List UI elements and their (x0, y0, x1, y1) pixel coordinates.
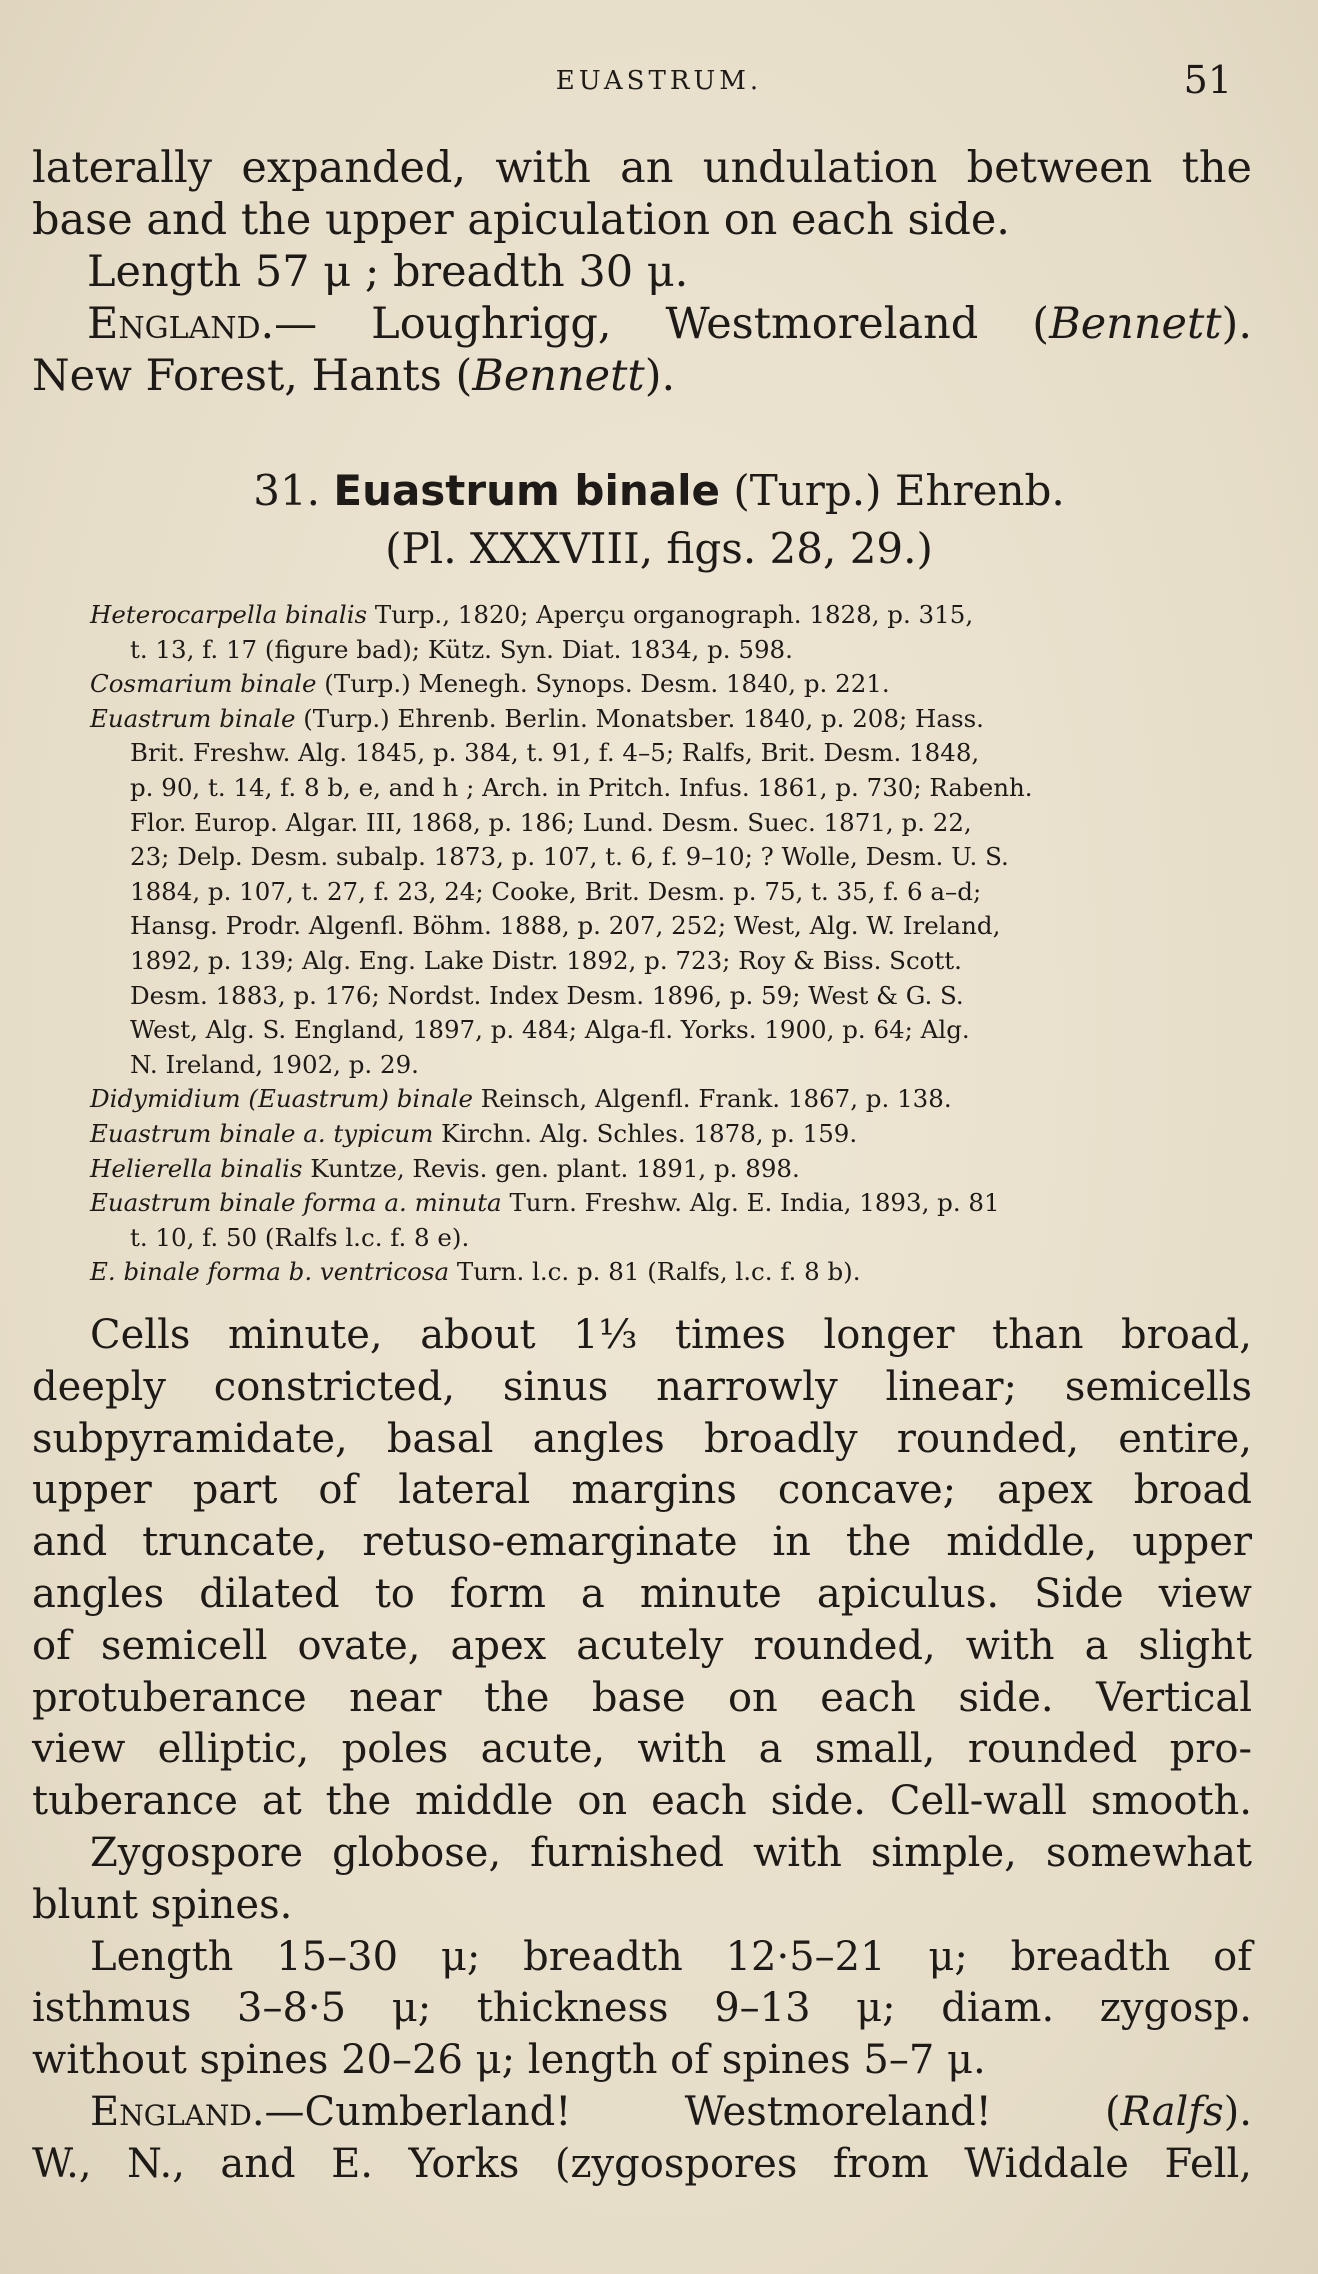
synonym-text: Reinsch, Algenfl. Frank. 1867, p. 138. (480, 1084, 952, 1114)
synonym-continuation: Flor. Europ. Algar. III, 1868, p. 186; Lund. Desm. Suec. 1871, p. 22, (130, 807, 972, 837)
measurement-line: isthmus 3–8·5 μ; thickness 9–13 μ; diam. zygosp. (32, 1985, 1252, 2032)
synonym-name: Euastrum binale forma a. minuta (90, 1188, 502, 1218)
locality-end: ). (644, 351, 676, 401)
plate-reference: (Pl. XXXVIII, figs. 28, 29.) (385, 524, 933, 573)
top-paragraph (32, 142, 1252, 402)
synonym-continuation: t. 13, f. 17 (figure bad); Kütz. Syn. Diat. 1834, p. 598. (130, 634, 793, 664)
synonym-text: Kirchn. Alg. Schles. 1878, p. 159. (441, 1118, 858, 1148)
region-label: England. (87, 299, 275, 349)
synonym-entry (90, 702, 1240, 737)
species-authority: (Turp.) Ehrenb. (733, 466, 1065, 515)
description-line: upper part of lateral margins concave; apex broad (32, 1467, 1252, 1514)
synonym-name: Cosmarium binale (90, 669, 317, 699)
synonym-name: Didymidium (Euastrum) binale (90, 1084, 473, 1114)
collector-name: Bennett (1049, 299, 1222, 349)
synonym-continuation: t. 10, f. 50 (Ralfs l.c. f. 8 e). (130, 1222, 470, 1252)
synonym-entry (90, 1082, 1240, 1117)
measurement-line: Length 57 μ ; breadth 30 μ. (87, 247, 689, 297)
synonym-text: Kuntze, Revis. gen. plant. 1891, p. 898. (310, 1153, 800, 1183)
species-heading (0, 462, 1318, 578)
synonym-continuation: Hansg. Prodr. Algenfl. Böhm. 1888, p. 207, 252; West, Alg. W. Ireland, (130, 911, 1001, 941)
locality-line (32, 2087, 1252, 2139)
measurement-line: Length 15–30 μ; breadth 12·5–21 μ; breadth of (90, 1933, 1252, 1980)
locality-line: W., N., and E. Yorks (zygospores from Widdale Fell, (32, 2140, 1252, 2187)
synonym-name: Heterocarpella binalis (90, 600, 368, 629)
species-name: Euastrum binale (333, 466, 720, 515)
running-head (0, 58, 1318, 108)
synonym-text: Turn. Freshw. Alg. E. India, 1893, p. 81 (509, 1188, 1000, 1218)
synonym-text: Turp., 1820; Aperçu organograph. 1828, p. 315, (374, 600, 974, 629)
description-line: and truncate, retuso-emarginate in the middle, upper (32, 1519, 1252, 1566)
synonym-continuation: Desm. 1883, p. 176; Nordst. Index Desm. 1896, p. 59; West & G. S. (130, 980, 964, 1010)
description-line: Cells minute, about 1⅓ times longer than broad, (90, 1312, 1252, 1358)
locality-text: — Loughrigg, Westmoreland ( (274, 299, 1050, 349)
description-line: view elliptic, poles acute, with a small, rounded pro- (32, 1726, 1252, 1773)
synonym-text: Turn. l.c. p. 81 (Ralfs, l.c. f. 8 b). (456, 1257, 861, 1287)
text-line: base and the upper apiculation on each side. (32, 195, 1010, 245)
locality-text: New Forest, Hants ( (32, 351, 473, 401)
synonym-entry (90, 1255, 1240, 1290)
description-line: subpyramidate, basal angles broadly rounded, entire, (32, 1415, 1252, 1462)
synonym-continuation: N. Ireland, 1902, p. 29. (130, 1049, 419, 1079)
synonym-continuation: West, Alg. S. England, 1897, p. 484; Alga-fl. Yorks. 1900, p. 64; Alg. (130, 1015, 970, 1045)
locality-end: ). (1221, 299, 1252, 349)
running-title: EUASTRUM. (555, 66, 763, 96)
synonym-continuation: 1884, p. 107, t. 27, f. 23, 24; Cooke, Brit. Desm. p. 75, t. 35, f. 6 a–d; (130, 876, 982, 906)
synonym-continuation: 23; Delp. Desm. subalp. 1873, p. 107, t. 6, f. 9–10; ? Wolle, Desm. U. S. (130, 842, 1009, 872)
synonym-entry (90, 667, 1240, 702)
synonym-name: Helierella binalis (90, 1153, 303, 1183)
synonym-entry (90, 598, 1240, 633)
synonymy-list (90, 598, 1240, 1290)
zygospore-line: Zygospore globose, furnished with simple, somewhat (90, 1829, 1252, 1876)
measurement-line: without spines 20–26 μ; length of spines 5–7 μ. (32, 2037, 986, 2084)
synonym-continuation: Brit. Freshw. Alg. 1845, p. 384, t. 91, f. 4–5; Ralfs, Brit. Desm. 1848, (130, 738, 980, 768)
description-line: of semicell ovate, apex acutely rounded, with a slight (32, 1622, 1252, 1669)
collector-name: Bennett (472, 351, 645, 401)
description (32, 1310, 1252, 2191)
synonym-entry (90, 1152, 1240, 1187)
synonym-name: Euastrum binale (90, 703, 296, 733)
region-label: England. (90, 2088, 265, 2135)
synonym-continuation: p. 90, t. 14, f. 8 b, e, and h ; Arch. in Pritch. Infus. 1861, p. 730; Rabenh. (130, 772, 1033, 802)
synonym-entry (90, 1186, 1240, 1221)
locality-text: —Cumberland! Westmoreland! ( (264, 2088, 1121, 2135)
synonym-text: (Turp.) Menegh. Synops. Desm. 1840, p. 221. (324, 669, 890, 699)
page-number: 51 (1183, 58, 1232, 102)
collector-name: Ralfs (1120, 2088, 1224, 2135)
synonym-name: E. binale forma b. ventricosa (90, 1257, 450, 1287)
locality-end: ). (1223, 2088, 1252, 2135)
species-title-line (0, 462, 1318, 520)
text-line: laterally expanded, with an undulation between the (32, 143, 1252, 193)
description-line: deeply constricted, sinus narrowly linear; semicells (32, 1363, 1252, 1410)
description-line: angles dilated to form a minute apiculus. Side view (32, 1570, 1252, 1617)
synonym-text: (Turp.) Ehrenb. Berlin. Monatsber. 1840, p. 208; Hass. (303, 703, 984, 733)
locality-line (32, 350, 1252, 402)
description-line: tuberance at the middle on each side. Cell-wall smooth. (32, 1778, 1252, 1825)
synonym-name: Euastrum binale a. typicum (90, 1118, 434, 1148)
synonym-entry (90, 1117, 1240, 1152)
locality-line (32, 298, 1252, 350)
species-number: 31. (253, 466, 321, 515)
description-line: protuberance near the base on each side. Vertical (32, 1674, 1252, 1721)
zygospore-line: blunt spines. (32, 1881, 293, 1928)
synonym-continuation: 1892, p. 139; Alg. Eng. Lake Distr. 1892, p. 723; Roy & Biss. Scott. (130, 945, 962, 975)
